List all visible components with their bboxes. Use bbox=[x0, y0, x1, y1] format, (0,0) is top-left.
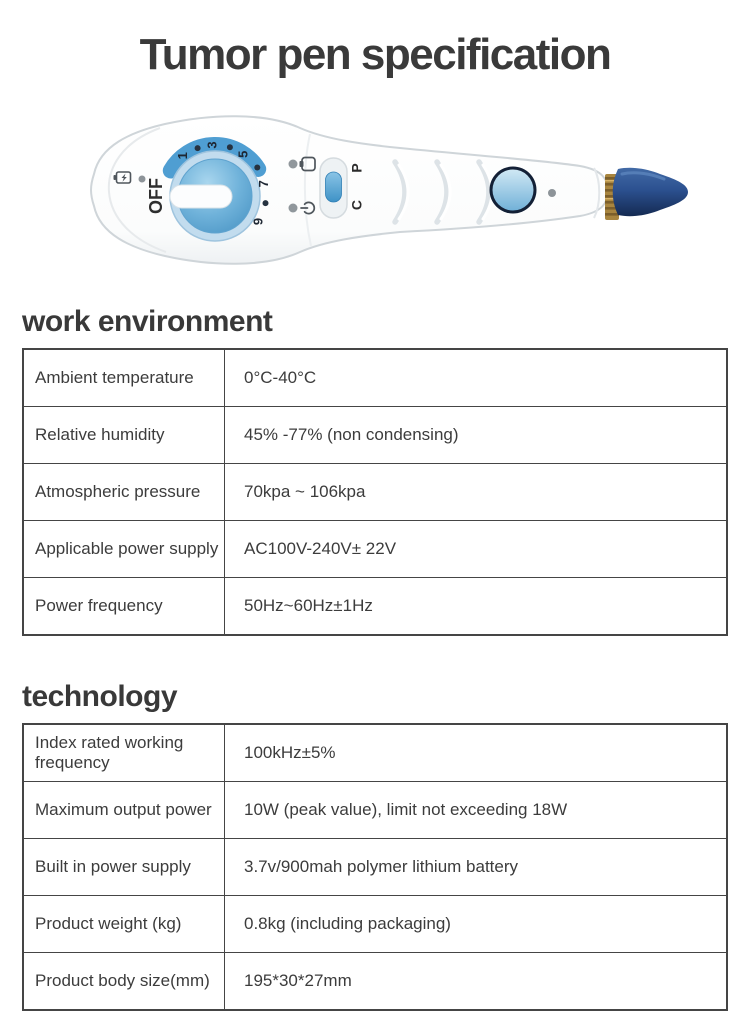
dial-off-label: OFF bbox=[145, 178, 166, 214]
spec-value-cell: AC100V-240V± 22V bbox=[225, 521, 728, 578]
table-row bbox=[23, 464, 727, 521]
page-title: Tumor pen specification bbox=[139, 30, 611, 79]
spec-label-cell: Atmospheric pressure bbox=[23, 464, 225, 521]
svg-text:7: 7 bbox=[255, 180, 271, 188]
mode-c-label: C bbox=[348, 199, 365, 211]
mode-switch-slider bbox=[326, 172, 342, 202]
spec-value-cell: 3.7v/900mah polymer lithium battery bbox=[225, 839, 728, 896]
table-row bbox=[23, 782, 727, 839]
spec-label-cell: Product weight (kg) bbox=[23, 896, 225, 953]
spec-label-cell: Product body size(mm) bbox=[23, 953, 225, 1011]
spec-label-cell: Relative humidity bbox=[23, 407, 225, 464]
section-technology bbox=[22, 680, 728, 1011]
technology-table bbox=[22, 723, 728, 1011]
spec-label-cell: Built in power supply bbox=[23, 839, 225, 896]
spec-label-cell: Applicable power supply bbox=[23, 521, 225, 578]
spec-value-cell: 100kHz±5% bbox=[225, 724, 728, 782]
svg-text:3: 3 bbox=[204, 141, 220, 149]
table-row bbox=[23, 578, 727, 636]
battery-led bbox=[139, 176, 146, 183]
spec-label-cell: Maximum output power bbox=[23, 782, 225, 839]
svg-text:1: 1 bbox=[175, 152, 191, 160]
spec-value-cell: 50Hz~60Hz±1Hz bbox=[225, 578, 728, 636]
table-row bbox=[23, 839, 727, 896]
table-row bbox=[23, 953, 727, 1011]
push-button bbox=[493, 170, 534, 211]
svg-text:5: 5 bbox=[235, 150, 251, 158]
table-row bbox=[23, 407, 727, 464]
work-led bbox=[289, 160, 298, 169]
svg-text:9: 9 bbox=[250, 217, 266, 226]
table-row bbox=[23, 724, 727, 782]
spec-value-cell: 0°C-40°C bbox=[225, 349, 728, 407]
tumor-pen-illustration bbox=[60, 106, 690, 286]
product-photo bbox=[60, 106, 690, 291]
spec-value-cell: 10W (peak value), limit not exceeding 18W bbox=[225, 782, 728, 839]
table-row bbox=[23, 349, 727, 407]
indicator-dot bbox=[548, 189, 556, 197]
spec-value-cell: 0.8kg (including packaging) bbox=[225, 896, 728, 953]
table-row bbox=[23, 521, 727, 578]
table-row bbox=[23, 896, 727, 953]
spec-value-cell: 70kpa ~ 106kpa bbox=[225, 464, 728, 521]
technology-heading: technology bbox=[22, 680, 178, 713]
work-environment-heading: work environment bbox=[22, 305, 273, 338]
spec-value-cell: 45% -77% (non condensing) bbox=[225, 407, 728, 464]
spec-label-cell: Ambient temperature bbox=[23, 349, 225, 407]
spec-value-cell: 195*30*27mm bbox=[225, 953, 728, 1011]
spec-label-cell: Index rated working frequency bbox=[23, 724, 225, 782]
work-environment-table bbox=[22, 348, 728, 636]
power-led bbox=[289, 204, 298, 213]
section-work-environment bbox=[22, 305, 728, 636]
dial-pointer bbox=[170, 185, 232, 208]
mode-p-label: P bbox=[348, 163, 365, 173]
spec-label-cell: Power frequency bbox=[23, 578, 225, 636]
